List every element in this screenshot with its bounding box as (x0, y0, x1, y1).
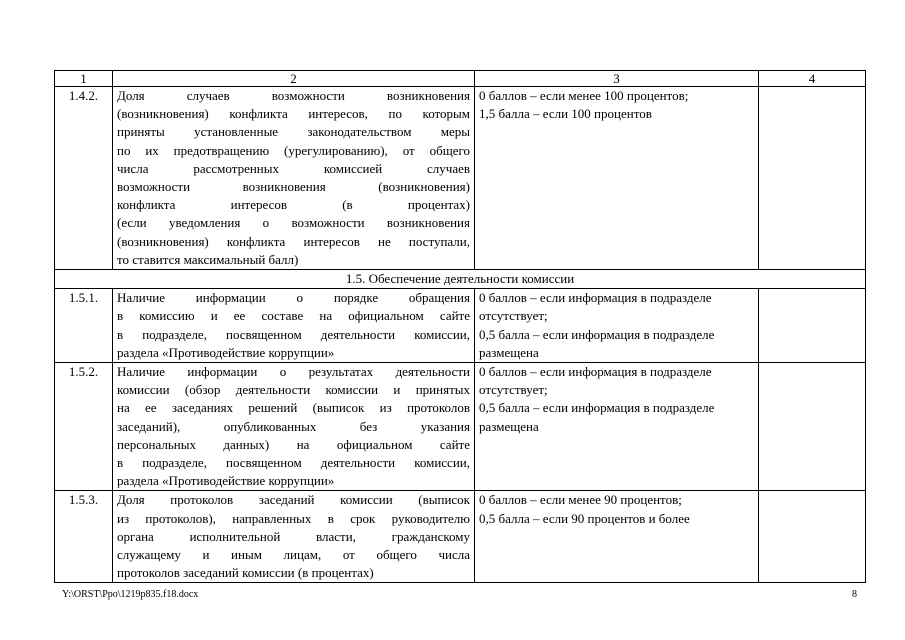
criteria-line: 1,5 балла – если 100 процентов (479, 106, 652, 122)
description-line: по их предотвращению (урегулированию), от общего (117, 142, 470, 158)
table-row (55, 289, 866, 363)
indicator-description (113, 87, 475, 270)
score-cell (759, 87, 866, 270)
criteria-line: 0,5 балла – если информация в подразделе (479, 400, 715, 416)
scoring-criteria (475, 87, 759, 270)
description-line: заседаний), опубликованных без указания (117, 418, 470, 434)
scoring-criteria (475, 289, 759, 363)
page-number: 8 (852, 589, 857, 600)
description-line: конфликта интересов (в процентах) (117, 197, 470, 213)
section-title: 1.5. Обеспечение деятельности комиссии (55, 270, 866, 289)
score-cell (759, 491, 866, 583)
criteria-table (54, 70, 866, 583)
description-line: раздела «Противодействие коррупции» (117, 344, 335, 360)
description-line: Наличие информации о порядке обращения (117, 290, 470, 306)
indicator-description (113, 363, 475, 491)
score-cell (759, 289, 866, 363)
indicator-description (113, 491, 475, 583)
scoring-criteria (475, 491, 759, 583)
description-line: на ее заседаниях решений (выписок из протоколов (117, 400, 470, 416)
description-line: в подразделе, посвященном деятельности комиссии, (117, 455, 470, 471)
description-line: приняты установленные законодательством меры (117, 124, 470, 140)
criteria-line: 0 баллов – если информация в подразделе (479, 364, 712, 380)
description-line: (если уведомления о возможности возникновения (117, 215, 470, 231)
description-line: (возникновения) конфликта интересов не поступали, (117, 233, 470, 249)
row-number: 1.5.2. (55, 363, 113, 491)
row-number: 1.4.2. (55, 87, 113, 270)
header-col-1: 1 (55, 71, 113, 87)
description-line: числа рассмотренных комиссией случаев (117, 160, 470, 176)
description-line: (возникновения) конфликта интересов, по которым (117, 106, 470, 122)
row-number: 1.5.3. (55, 491, 113, 583)
description-line: раздела «Противодействие коррупции» (117, 473, 335, 489)
header-col-2: 2 (113, 71, 475, 87)
section-row (55, 270, 866, 289)
description-line: органа исполнительной власти, гражданскому (117, 528, 470, 544)
criteria-line: 0,5 балла – если информация в подразделе (479, 326, 715, 342)
header-col-4: 4 (759, 71, 866, 87)
row-number: 1.5.1. (55, 289, 113, 363)
score-cell (759, 363, 866, 491)
description-line: то ставится максимальный балл) (117, 251, 299, 267)
description-line: Доля протоколов заседаний комиссии (выписок (117, 492, 470, 508)
description-line: из протоколов), направленных в срок руководителю (117, 510, 470, 526)
description-line: возможности возникновения (возникновения) (117, 179, 470, 195)
description-line: в подразделе, посвященном деятельности комиссии, (117, 326, 470, 342)
table-row (55, 87, 866, 270)
criteria-line: размещена (479, 344, 539, 360)
criteria-line: отсутствует; (479, 382, 548, 398)
table-header-row (55, 71, 866, 87)
criteria-line: 0,5 балла – если 90 процентов и более (479, 510, 690, 526)
table-body (55, 87, 866, 583)
table-row (55, 363, 866, 491)
table-row (55, 491, 866, 583)
scoring-criteria (475, 363, 759, 491)
header-col-3: 3 (475, 71, 759, 87)
criteria-line: размещена (479, 418, 539, 434)
description-line: комиссии (обзор деятельности комиссии и принятых (117, 382, 470, 398)
description-line: протоколов заседаний комиссии (в процентах) (117, 565, 374, 581)
indicator-description (113, 289, 475, 363)
criteria-line: отсутствует; (479, 308, 548, 324)
footer-file-path: Y:\ORST\Ppo\1219p835.f18.docx (62, 589, 199, 600)
criteria-line: 0 баллов – если информация в подразделе (479, 290, 712, 306)
description-line: служащему и иным лицам, от общего числа (117, 547, 470, 563)
criteria-line: 0 баллов – если менее 100 процентов; (479, 88, 689, 103)
criteria-line: 0 баллов – если менее 90 процентов; (479, 492, 682, 508)
description-line: Доля случаев возможности возникновения (117, 88, 470, 103)
description-line: Наличие информации о результатах деятельности (117, 364, 470, 380)
description-line: в комиссию и ее составе на официальном сайте (117, 308, 470, 324)
description-line: персональных данных) на официальном сайте (117, 436, 470, 452)
